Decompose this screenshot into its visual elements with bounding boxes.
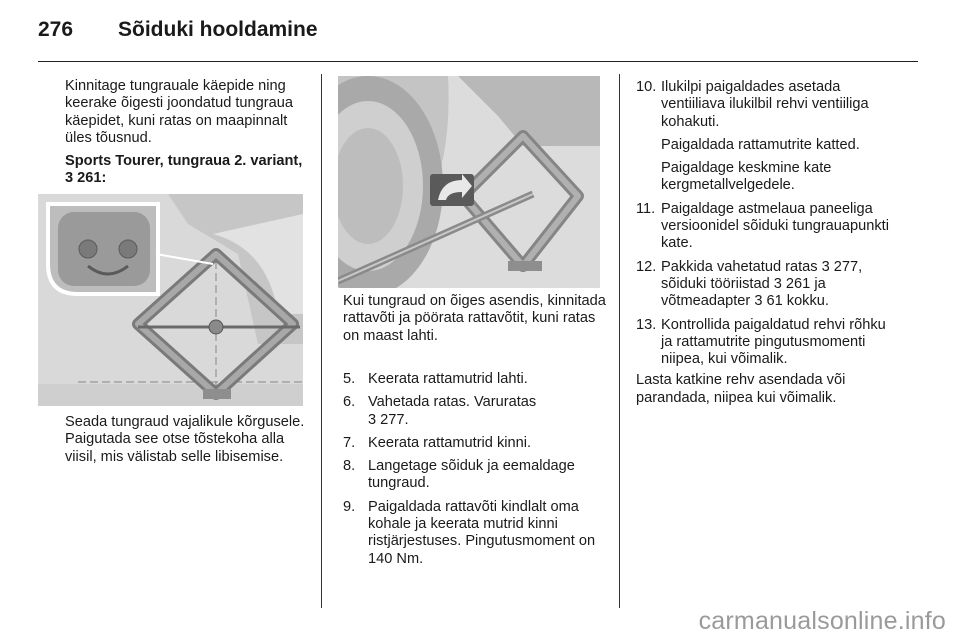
page-header xyxy=(38,18,918,54)
wheel-jack-figure xyxy=(338,76,600,288)
col1-paragraph-2: Seada tungraud vajalikule kõrgusele. Paigutada see otse tõstekoha alla viisil, mis välistab selle libisemise. xyxy=(65,414,305,465)
scissor-jack-figure xyxy=(38,194,303,406)
column-divider-1 xyxy=(321,74,322,608)
step-10: 10. Ilukilpi paigaldades asetada ventiiliava ilukilbil rehvi ventiiliga kohakuti. xyxy=(636,79,869,130)
step-12-ref-b: 3 261 ja xyxy=(773,275,826,292)
page-number: 276 xyxy=(38,18,74,41)
col1-heading xyxy=(65,153,305,188)
page-title: Sõiduki hooldamine xyxy=(118,18,318,41)
rotation-arrow-icon xyxy=(430,174,474,206)
step-10-sub-2: Paigaldage keskmine kate kergmetallvelgedele. xyxy=(661,160,832,194)
step-12-ref-a: 3 277, xyxy=(821,258,863,275)
header-rule xyxy=(38,61,918,62)
step-6-ref: 3 277. xyxy=(368,411,409,428)
step-11: 11. Paigaldage astmelaua paneeliga versioonidel sõiduki tungrauapunkti kate. xyxy=(636,200,889,252)
column-2 xyxy=(343,293,613,345)
step-8: 8. Langetage sõiduk ja eemaldage tungraud. xyxy=(343,458,575,492)
column-1 xyxy=(65,78,305,188)
step-10-sub-1: Paigaldada rattamutrite katted. xyxy=(661,136,860,153)
step-7: 7. Keerata rattamutrid kinni. xyxy=(343,434,532,451)
jack-wheel-illustration-figure xyxy=(338,76,600,288)
jack-illustration-figure xyxy=(38,194,303,406)
col3-closing: Lasta katkine rehv asendada või parandada, niipea kui võimalik. xyxy=(636,372,846,406)
step-12: 12. Pakkida vahetatud ratas 3 277, sõiduki tööriistad 3 261 ja võtmeadapter 3 61 kokku. xyxy=(636,258,863,310)
col2-paragraph-1: Kui tungraud on õiges asendis, kinnitada rattavõti ja pöörata rattavõtit, kuni ratas on maast lahti. xyxy=(343,293,606,344)
col1-heading-text: Sports Tourer, tungraua 2. variant, xyxy=(65,153,303,170)
column-divider-2 xyxy=(619,74,620,608)
column-3 xyxy=(636,79,898,407)
step-13: 13. Kontrollida paigaldatud rehvi rõhku ja rattamutrite pingutusmomenti niipea, kui võimalik. xyxy=(636,316,886,368)
column-2-steps xyxy=(343,371,613,574)
step-12-ref-c: 3 61 kokku. xyxy=(754,293,829,310)
step-5: 5. Keerata rattamutrid lahti. xyxy=(343,371,528,387)
watermark: carmanualsonline.info xyxy=(698,607,946,635)
step-6: 6. Vahetada ratas. Varuratas 3 277. xyxy=(343,394,537,428)
col1-heading-ref: 3 261: xyxy=(65,170,107,187)
col1-paragraph-1: Kinnitage tungrauale käepide ning keerake õigesti joondatud tungraua käepidet, kuni ratas on maapinnalt üles tõusnud. xyxy=(65,78,293,146)
step-9: 9. Paigaldada rattavõti kindlalt oma kohale ja keerata mutrid kinni ristjärjestuses. Pingutusmoment on 140 Nm. xyxy=(343,498,596,567)
column-1-lower xyxy=(65,414,305,466)
